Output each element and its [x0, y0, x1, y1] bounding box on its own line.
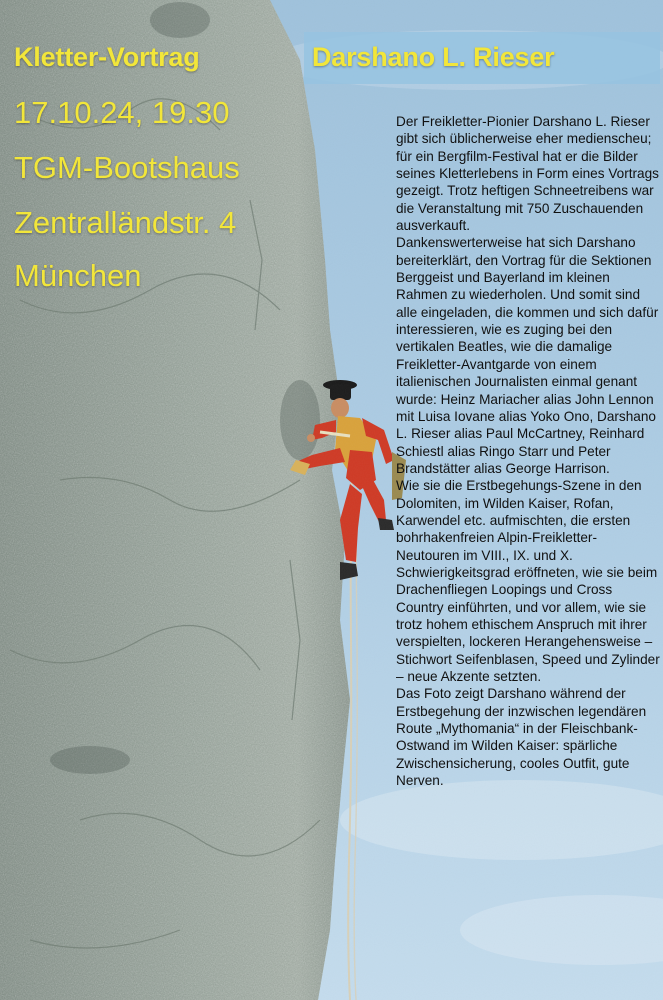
description-paragraph: Der Freikletter-Pionier Darshano L. Rieser gibt sich üblicherweise eher medienscheu; für ein Bergfilm-Festival hat er die Bilder seines Kletterlebens in Form eines Vortrags gezeigt. Trotz heftigen Schneetreibens war die Veranstaltung mit 750 Zuschauenden ausverkauft. [396, 114, 659, 234]
title-speaker-name: Darshano L. Rieser [312, 42, 555, 72]
description-paragraph: Das Foto zeigt Darshano während der Erstbegehung der inzwischen legendären Route „Mythomania“ in der Fleischbank-Ostwand im Wilden Kaiser: spärliche Zwischensicherung, cooles Outfit, gute Nerven. [396, 686, 647, 789]
description-paragraph: Wie sie die Erstbegehungs-Szene in den Dolomiten, im Wilden Kaiser, Rofan, Karwendel etc. aufmischten, die ersten bohrhakenfreien Alpin-Freikletter-Neutouren im VIII., IX. und X. Schwierigkeitsgrad eröffneten, wie sie beim Drachenfliegen Loopings und Cross Country einführten, und vor allem, wie sie trotz hohem ethischem Anspruch mit ihrer verspielten, lockeren Herangehensweise – Stichwort Seifenblasen, Speed und Zylinder – neue Akzente setzten. [396, 478, 660, 684]
event-street: Zentralländstr. 4 [14, 205, 237, 240]
event-date-time: 17.10.24, 19.30 [14, 95, 230, 130]
description-paragraph: Dankenswerterweise hat sich Darshano bereiterklärt, den Vortrag für die Sektionen Berggeist und Bayerland im kleinen Rahmen zu wiederholen. Und somit sind alle eingeladen, die kommen und sich dafür interessieren, wie es zuging bei den vertikalen Beatles, wie die damalige Freikletter-Avantgarde von einem italienischen Journalisten einmal genant wurde: Heinz Mariacher alias John Lennon mit Luisa Iovane alias Yoko Ono, Darshano L. Rieser alias Paul McCartney, Reinhard Schiestl alias Ringo Starr und Peter Brandstätter alias George Harrison. [396, 235, 659, 476]
description-text [396, 113, 660, 789]
event-city: München [14, 258, 142, 293]
event-venue: TGM-Bootshaus [14, 150, 240, 185]
title-event-type: Kletter-Vortrag [14, 42, 200, 72]
